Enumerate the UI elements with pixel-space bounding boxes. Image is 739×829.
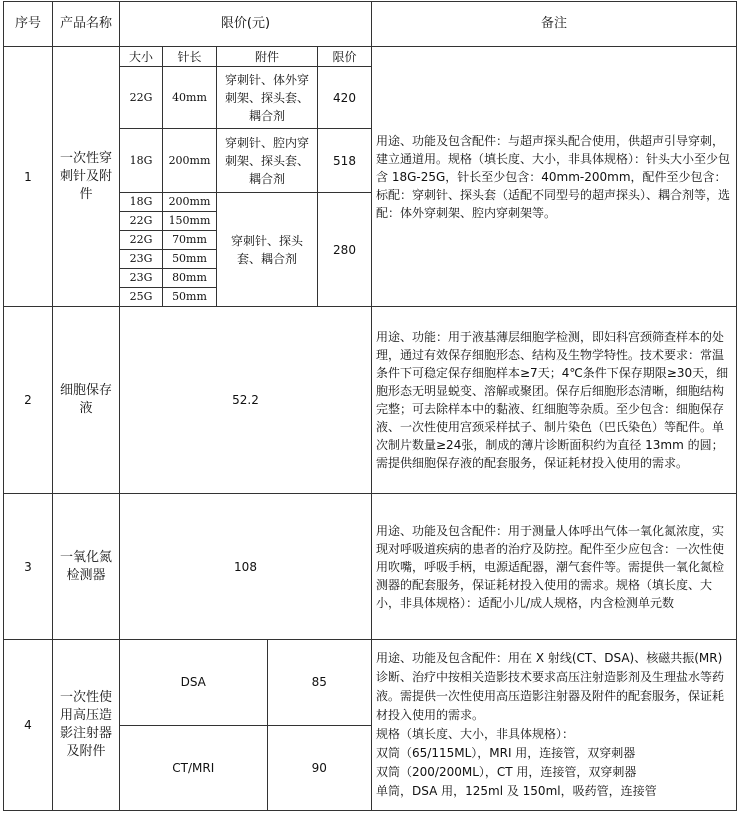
row3-seq: 3: [4, 494, 53, 640]
item-accessory: 穿刺针、体外穿刺架、探头套、耦合剂: [217, 67, 318, 129]
item-label: DSA: [120, 640, 267, 725]
item-size: 22G: [120, 212, 163, 231]
row4-subtable: [120, 640, 371, 810]
item-price: 85: [267, 640, 371, 725]
item-size: 18G: [120, 193, 163, 212]
item-label: CT/MRI: [120, 725, 267, 810]
header-row: [4, 2, 737, 47]
row2-seq: 2: [4, 307, 53, 494]
row3-product: 一氧化氮检测器: [53, 494, 120, 640]
table-row: [4, 640, 737, 811]
table-row: [4, 307, 737, 494]
row3-remark: 用途、功能及包含配件：用于测量人体呼出气体一氧化氮浓度，实现对呼吸道疾病的患者的治疗及防控。配件至少应包含：一次性使用吹嘴，呼吸手柄，电源适配器，潮气套件等。需提供一氧化氮检测器的配套服务，保证耗材投入使用的需求。规格（填长度、大小，非具体规格）：适配小儿/成人规格，内含检测单元数: [372, 494, 737, 640]
item-price: 280: [318, 193, 372, 307]
table-row: [4, 494, 737, 640]
header-price-limit: 限价(元): [120, 2, 372, 47]
item-price: 518: [318, 129, 372, 193]
remark-line: 双筒（65/115ML），MRI 用，连接管，双穿刺器: [376, 746, 636, 760]
item-needle: 70mm: [163, 231, 217, 250]
row4-price-cell: [120, 640, 372, 811]
item-accessory: 穿刺针、探头套、耦合剂: [217, 193, 318, 307]
item-needle: 50mm: [163, 250, 217, 269]
remark-line: 单筒，DSA 用，125ml 及 150ml，吸药管，连接管: [376, 784, 657, 798]
row3-price: 108: [120, 494, 372, 640]
item-needle: 40mm: [163, 67, 217, 129]
header-remark: 备注: [372, 2, 737, 47]
row1-seq: 1: [4, 47, 53, 307]
row4-seq: 4: [4, 640, 53, 811]
subheader-price: 限价: [318, 47, 372, 67]
remark-line: 规格（填长度、大小，非具体规格）：: [376, 727, 575, 741]
row4-remark: [372, 640, 737, 811]
item-needle: 80mm: [163, 269, 217, 288]
remark-line: 双筒（200/200ML），CT 用，连接管，双穿刺器: [376, 765, 637, 779]
subheader-size: 大小: [120, 47, 163, 67]
item-needle: 150mm: [163, 212, 217, 231]
item-needle: 50mm: [163, 288, 217, 307]
item-size: 18G: [120, 129, 163, 193]
row2-product: 细胞保存液: [53, 307, 120, 494]
item-price: 90: [267, 725, 371, 810]
price-table: [3, 1, 737, 811]
item-size: 25G: [120, 288, 163, 307]
item-accessory: 穿刺针、腔内穿刺架、探头套、耦合剂: [217, 129, 318, 193]
item-price: 420: [318, 67, 372, 129]
row4-product: 一次性使用高压造影注射器及附件: [53, 640, 120, 811]
remark-line: 用途、功能及包含配件：用在 X 射线(CT、DSA)、核磁共振(MR)诊断、治疗中按相关造影技术要求高压注射造影剂及生理盐水等药液。需提供一次性使用高压造影注射器及附件的配套服务，保证耗材投入使用的需求。: [376, 651, 725, 722]
row2-remark: 用途、功能：用于液基薄层细胞学检测，即妇科宫颈筛查样本的处理，通过有效保存细胞形态、结构及生物学特性。技术要求：常温条件下可稳定保存细胞样本≥7天；4℃条件下保存期限≥30天，细胞形态无明显蜕变、溶解或聚团。保存后细胞形态清晰，细胞结构完整；可去除样本中的黏液、红细胞等杂质。至少包含：细胞保存液、一次性使用宫颈采样拭子、制片染色（巴氏染色）等配件。单次制片数量≥24张，制成的薄片诊断面积约为直径 13mm 的圆；需提供细胞保存液的配套服务，保证耗材投入使用的需求。: [372, 307, 737, 494]
item-size: 23G: [120, 269, 163, 288]
row1-product: 一次性穿刺针及附件: [53, 47, 120, 307]
header-seq: 序号: [4, 2, 53, 47]
header-product: 产品名称: [53, 2, 120, 47]
item-needle: 200mm: [163, 193, 217, 212]
row1-remark: 用途、功能及包含配件：与超声探头配合使用，供超声引导穿刺，建立通道用。规格（填长度、大小，非具体规格）：针头大小至少包含 18G-25G，针长至少包含：40mm-200mm，配件至少包含：标配：穿刺针、探头套（适配不同型号的超声探头）、耦合剂等，选配：体外穿刺架、腔内穿刺架等。: [372, 47, 737, 307]
item-size: 22G: [120, 231, 163, 250]
subheader-needle: 针长: [163, 47, 217, 67]
item-size: 22G: [120, 67, 163, 129]
row2-price: 52.2: [120, 307, 372, 494]
item-size: 23G: [120, 250, 163, 269]
subheader-accessory: 附件: [217, 47, 318, 67]
item-needle: 200mm: [163, 129, 217, 193]
